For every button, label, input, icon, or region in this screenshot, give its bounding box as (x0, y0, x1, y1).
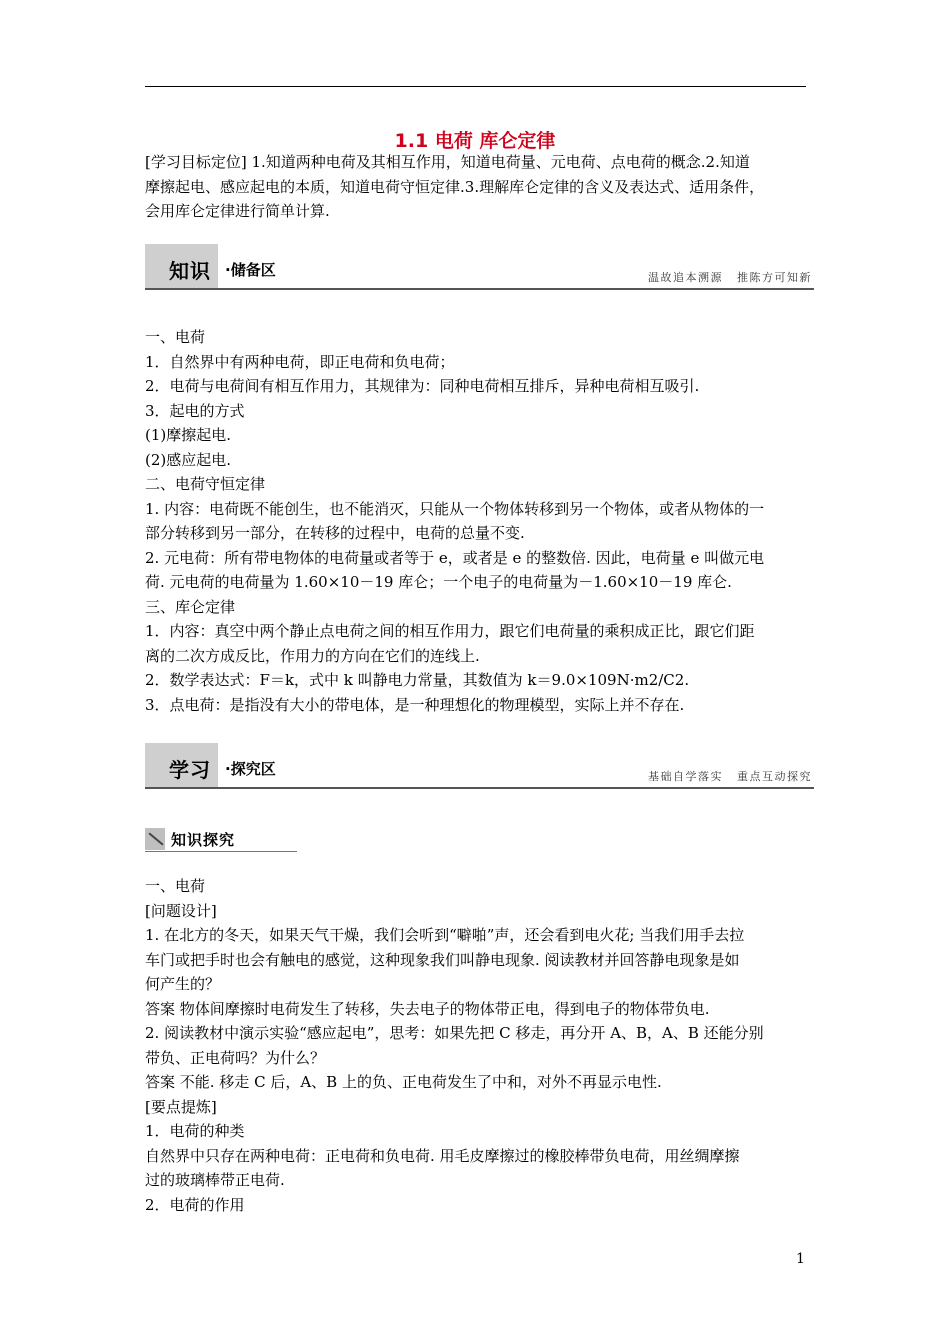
subheading-label: 知识探究 (171, 831, 236, 849)
text-line: 2. 阅读教材中演示实验“感应起电”，思考：如果先把 C 移走，再分开 A、B，A、B 还能分别 (145, 1024, 764, 1042)
banner-slogan-part: 重点互动探究 (737, 770, 812, 783)
page-title: 1.1 电荷 库仑定律 (394, 130, 556, 152)
page-number: 1 (796, 1251, 805, 1267)
text-line: 车门或把手时也会有触电的感觉，这种现象我们叫静电现象. 阅读教材并回答静电现象是如 (145, 950, 740, 969)
text-line: 答案 物体间摩擦时电荷发生了转移，失去电子的物体带正电，得到电子的物体带负电. (145, 999, 710, 1018)
banner-slogan-part: 推陈方可知新 (737, 271, 812, 284)
banner-slogan-part: 温故追本溯源 (648, 271, 723, 284)
knowledge-explore-heading (145, 826, 297, 852)
text-line: 部分转移到另一部分，在转移的过程中，电荷的总量不变. (145, 524, 525, 542)
knowledge-reserve-banner (145, 244, 814, 290)
text-line: 2. 元电荷：所有带电物体的电荷量或者等于 e，或者是 e 的整数倍. 因此，电荷量 e 叫做元电 (145, 548, 765, 567)
text-line: 一、电荷 (145, 328, 206, 346)
text-line: 3．起电的方式 (145, 401, 245, 420)
text-line: 1. 内容：电荷既不能创生，也不能消灭，只能从一个物体转移到另一个物体，或者从物体的一 (145, 499, 765, 518)
text-line: [要点提炼] (145, 1097, 217, 1116)
banner-slogan-part: 基础自学落实 (648, 770, 723, 783)
banner-slogan (648, 768, 812, 784)
text-line: 离的二次方成反比，作用力的方向在它们的连线上. (145, 646, 480, 665)
text-line: 荷. 元电荷的电荷量为 1.60×10－19 库仑；一个电子的电荷量为－1.60×10－19 库仑. (145, 573, 732, 591)
text-line: 1．自然界中有两种电荷，即正电荷和负电荷； (145, 352, 455, 371)
corner-marker-icon (145, 828, 165, 850)
text-line: 1．内容：真空中两个静止点电荷之间的相互作用力，跟它们电荷量的乘积成正比，跟它们距 (145, 622, 755, 640)
text-line: 三、库仑定律 (145, 597, 236, 616)
text-line: 答案 不能. 移走 C 后，A、B 上的负、正电荷发生了中和，对外不再显示电性. (145, 1073, 662, 1091)
text-line: [学习目标定位] 1.知道两种电荷及其相互作用，知道电荷量、元电荷、点电荷的概念.2.知道 (145, 153, 750, 171)
text-line: 2．电荷与电荷间有相互作用力，其规律为：同种电荷相互排斥，异种电荷相互吸引. (145, 377, 700, 395)
text-line: 摩擦起电、感应起电的本质，知道电荷守恒定律.3.理解库仑定律的含义及表达式、适用条件， (145, 177, 765, 196)
text-line: (1)摩擦起电. (145, 426, 232, 444)
knowledge-section-body (145, 325, 810, 717)
explore-section-body (145, 874, 810, 1217)
banner-subtitle: ·探究区 (225, 760, 276, 778)
text-line: 自然界中只存在两种电荷：正电荷和负电荷. 用毛皮摩擦过的橡胶棒带负电荷，用丝绸摩擦 (145, 1146, 740, 1165)
header-rule (145, 86, 806, 87)
text-line: 会用库仑定律进行简单计算. (145, 202, 330, 220)
banner-title: 学习 (169, 758, 211, 782)
banner-tab (145, 743, 218, 787)
text-line: 2．电荷的作用 (145, 1195, 245, 1214)
text-line: 3．点电荷：是指没有大小的带电体，是一种理想化的物理模型，实际上并不存在. (145, 695, 685, 714)
learning-objectives (145, 150, 810, 224)
text-line: 二、电荷守恒定律 (145, 475, 266, 493)
text-line: [问题设计] (145, 901, 217, 920)
study-explore-banner (145, 743, 814, 789)
banner-tab (145, 244, 218, 288)
text-line: 2．数学表达式：F＝k，式中 k 叫静电力常量，其数值为 k＝9.0×109N·m2/C2. (145, 671, 690, 689)
text-line: 1．电荷的种类 (145, 1122, 245, 1140)
text-line: 一、电荷 (145, 877, 206, 895)
banner-title: 知识 (169, 259, 211, 283)
text-line: 1. 在北方的冬天，如果天气干燥，我们会听到“噼啪”声，还会看到电火花; 当我们用手去拉 (145, 926, 745, 944)
text-line: 带负、正电荷吗？为什么？ (145, 1048, 326, 1067)
banner-subtitle: ·储备区 (225, 261, 276, 279)
text-line: 何产生的？ (145, 975, 221, 993)
banner-slogan (648, 269, 812, 285)
text-line: (2)感应起电. (145, 450, 232, 469)
text-line: 过的玻璃棒带正电荷. (145, 1171, 285, 1189)
